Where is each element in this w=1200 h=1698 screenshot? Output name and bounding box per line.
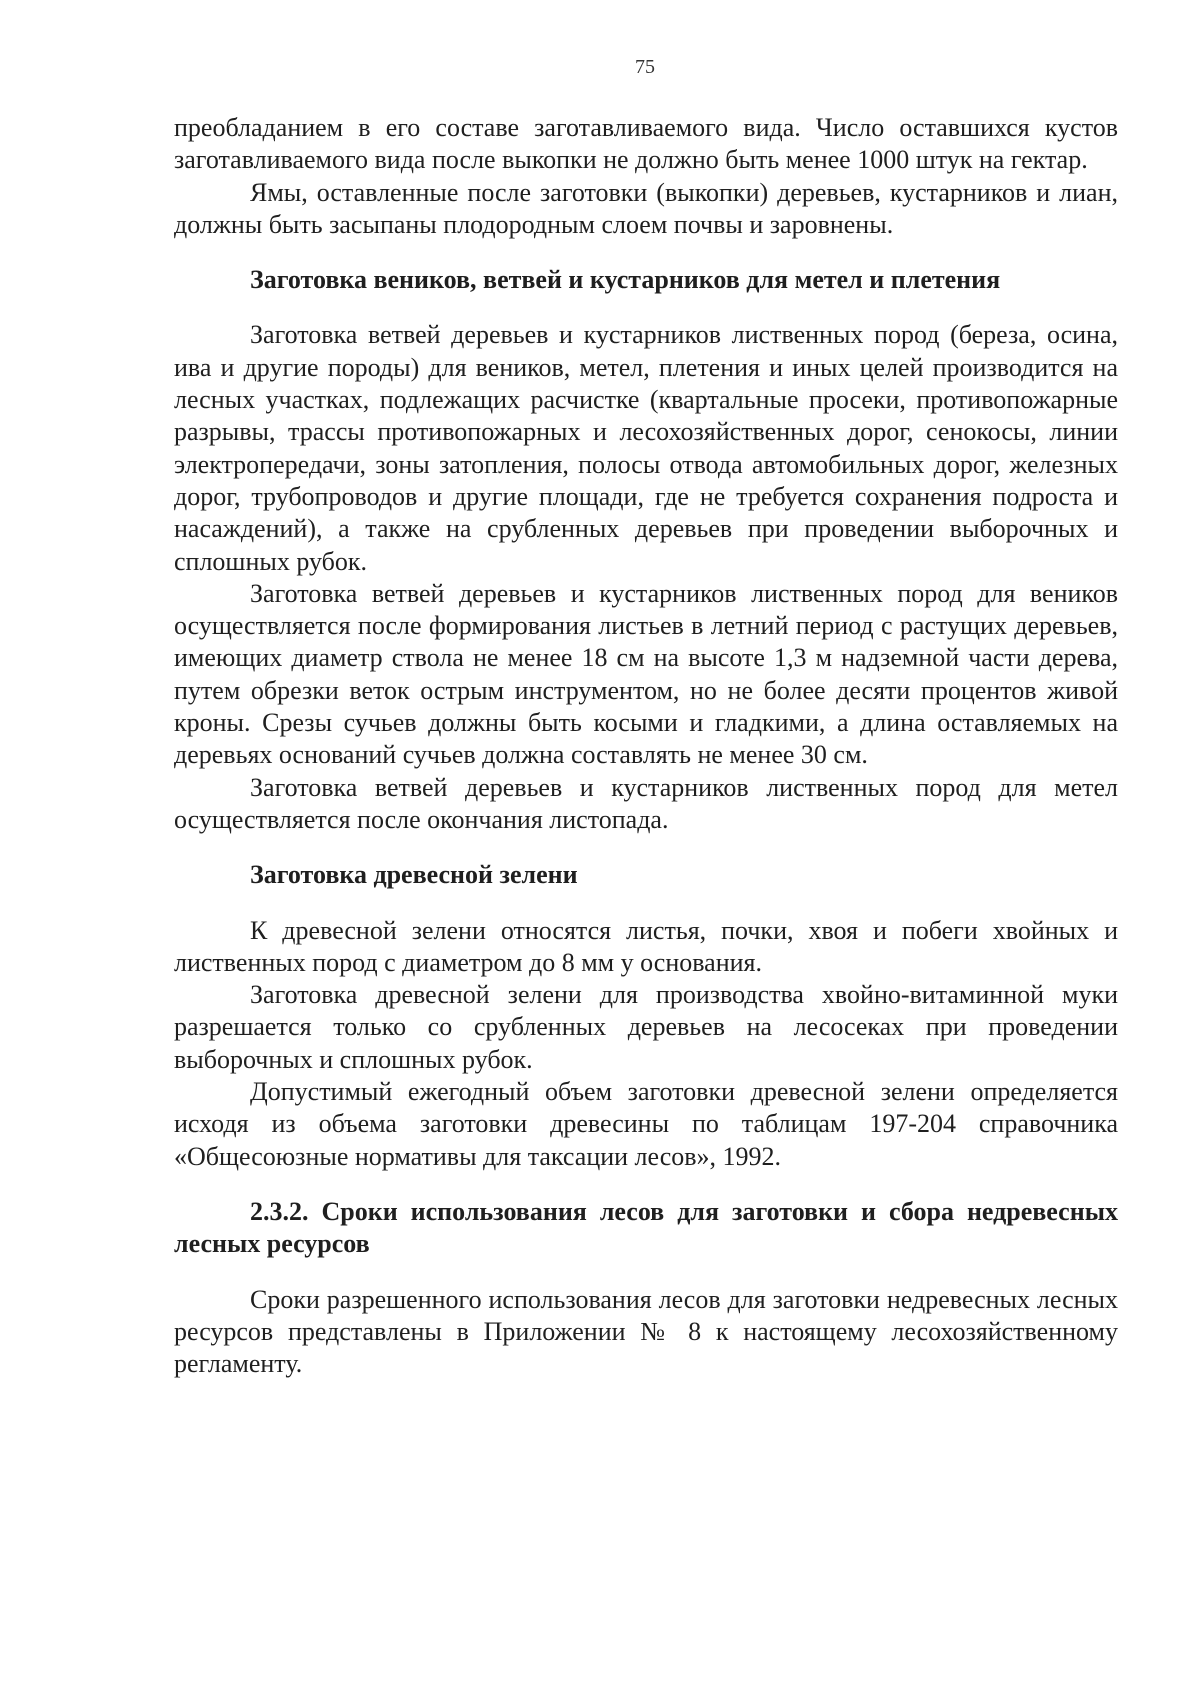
- page-content: [174, 112, 1118, 1380]
- page-number: 75: [635, 56, 655, 78]
- heading-section-2-3-2: 2.3.2. Сроки использования лесов для заготовки и сбора недревесных лесных ресурсов: [174, 1196, 1118, 1259]
- paragraph-greens-definition: К древесной зелени относятся листья, почки, хвоя и побеги хвойных и лиственных пород с диаметром до 8 мм у основания.: [174, 915, 1118, 977]
- paragraph-greens-harvesting: Заготовка древесной зелени для производства хвойно-витаминной муки разрешается только со срубленных деревьев на лесосеках при проведении выборочных и сплошных рубок.: [174, 980, 1118, 1074]
- paragraph-greens-volume: Допустимый ежегодный объем заготовки древесной зелени определяется исходя из объема заготовки древесины по таблицам 197-204 справочника «Общесоюзные нормативы для таксации лесов», 1992.: [174, 1077, 1118, 1171]
- paragraph-terms: Сроки разрешенного использования лесов для заготовки недревесных лесных ресурсов представлены в Приложении № 8 к настоящему лесохозяйственному регламенту.: [174, 1284, 1118, 1379]
- paragraph-branch-harvesting: Заготовка ветвей деревьев и кустарников лиственных пород (береза, осина, ива и другие породы) для веников, метел, плетения и иных целей производится на лесных участках, подлежащих расчистке (квартальные просеки, противопожарные разрывы, трассы противопожарных и лесохозяйственных дорог, сенокосы, линии электропередачи, зоны затопления, полосы отвода автомобильных дорог, железных дорог, трубопроводов и другие площади, где не требуется сохранения подроста и насаждений), а также на срубленных деревьев при проведении выборочных и сплошных рубок.: [174, 320, 1118, 576]
- paragraph-pits: Ямы, оставленные после заготовки (выкопки) деревьев, кустарников и лиан, должны быть засыпаны плодородным слоем почвы и заровнены.: [174, 177, 1118, 239]
- paragraph-continuation: преобладанием в его составе заготавливаемого вида. Число оставшихся кустов заготавливаемого вида после выкопки не должно быть менее 1000 штук на гектар.: [174, 113, 1118, 175]
- heading-woody-greens: Заготовка древесной зелени: [250, 860, 578, 890]
- paragraph-besom-harvesting: Заготовка ветвей деревьев и кустарников лиственных пород для веников осуществляется после формирования листьев в летний период с растущих деревьев, имеющих диаметр ствола не менее 18 см на высоте 1,3 м надземной части дерева, путем обрезки веток острым инструментом, но не более десяти процентов живой кроны. Срезы сучьев должны быть косыми и гладкими, а длина оставляемых на деревьях оснований сучьев должна составлять не менее 30 см.: [174, 578, 1118, 770]
- heading-brooms-branches: Заготовка веников, ветвей и кустарников для метел и плетения: [250, 265, 1001, 295]
- paragraph-broom-harvesting: Заготовка ветвей деревьев и кустарников лиственных пород для метел осуществляется после окончания листопада.: [174, 772, 1118, 834]
